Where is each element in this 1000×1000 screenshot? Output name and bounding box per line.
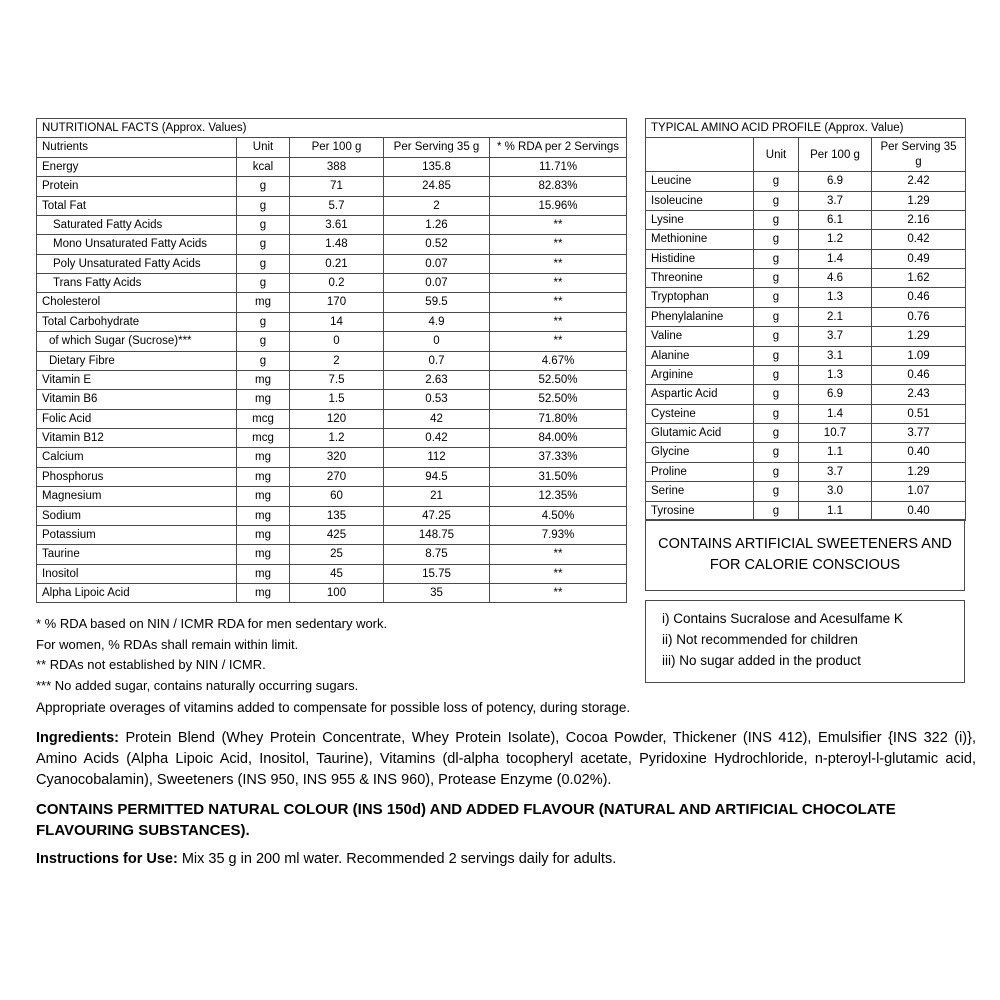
- nutrient-unit: mcg: [237, 429, 290, 448]
- nutrient-rda: 7.93%: [490, 525, 627, 544]
- amino-per-serving: 2.42: [872, 172, 966, 191]
- amino-unit: g: [754, 249, 799, 268]
- table-row: [646, 249, 966, 268]
- note-item-1: i) Contains Sucralose and Acesulfame K: [662, 611, 903, 626]
- amino-unit: g: [754, 424, 799, 443]
- table-row: [646, 482, 966, 501]
- amino-unit: g: [754, 191, 799, 210]
- nutrient-per-serving: 135.8: [384, 157, 490, 176]
- amino-per-serving: 0.40: [872, 443, 966, 462]
- nutrient-name: Inositol: [37, 564, 237, 583]
- nutrition-title: NUTRITIONAL FACTS (Approx. Values): [37, 119, 627, 138]
- amino-name: Glycine: [646, 443, 754, 462]
- nutrient-name: Total Carbohydrate: [37, 312, 237, 331]
- amino-unit: g: [754, 501, 799, 520]
- instructions-label: Instructions for Use:: [36, 850, 178, 867]
- nutrient-per-100g: 25: [290, 545, 384, 564]
- table-row: [37, 293, 627, 312]
- nutrient-per-100g: 388: [290, 157, 384, 176]
- nutrient-per-100g: 45: [290, 564, 384, 583]
- table-row: [37, 487, 627, 506]
- nutrient-per-serving: 24.85: [384, 177, 490, 196]
- nutrient-rda: 82.83%: [490, 177, 627, 196]
- amino-unit: g: [754, 443, 799, 462]
- amino-per-serving: 0.40: [872, 501, 966, 520]
- nutrient-per-100g: 0: [290, 332, 384, 351]
- nutrient-unit: g: [237, 215, 290, 234]
- note-item-2: ii) Not recommended for children: [662, 631, 858, 647]
- nutrient-unit: g: [237, 274, 290, 293]
- table-row: [37, 196, 627, 215]
- nutrient-per-100g: 60: [290, 487, 384, 506]
- amino-name: Lysine: [646, 210, 754, 229]
- nutrient-unit: mg: [237, 370, 290, 389]
- nutrient-unit: mg: [237, 506, 290, 525]
- table-row: [37, 370, 627, 389]
- nutrient-unit: g: [237, 332, 290, 351]
- amino-per-serving: 0.46: [872, 288, 966, 307]
- nutrient-per-100g: 71: [290, 177, 384, 196]
- amino-unit: g: [754, 482, 799, 501]
- amino-per-serving: 1.62: [872, 269, 966, 288]
- amino-per-100g: 1.1: [799, 501, 872, 520]
- amino-per-100g: 1.2: [799, 230, 872, 249]
- nutrient-per-100g: 2: [290, 351, 384, 370]
- nutrient-unit: g: [237, 235, 290, 254]
- nutrient-rda: 4.67%: [490, 351, 627, 370]
- amino-per-serving: 2.43: [872, 385, 966, 404]
- nutrient-rda: 37.33%: [490, 448, 627, 467]
- nutrition-col-header: Per Serving 35 g: [384, 138, 490, 157]
- nutrient-per-serving: 35: [384, 584, 490, 603]
- nutrient-per-100g: 5.7: [290, 196, 384, 215]
- nutrient-per-100g: 1.48: [290, 235, 384, 254]
- footnotes: [36, 614, 636, 696]
- note-item-3: iii) No sugar added in the product: [662, 652, 861, 668]
- nutrition-col-header: Unit: [237, 138, 290, 157]
- nutrient-rda: 71.80%: [490, 409, 627, 428]
- table-row: [646, 443, 966, 462]
- amino-col-header: Per Serving 35 g: [872, 138, 966, 172]
- table-row: [37, 312, 627, 331]
- amino-per-serving: 1.29: [872, 327, 966, 346]
- sweetener-line-2: FOR CALORIE CONSCIOUS: [709, 557, 901, 573]
- nutrient-name: Alpha Lipoic Acid: [37, 584, 237, 603]
- table-row: [37, 545, 627, 564]
- amino-unit: g: [754, 210, 799, 229]
- table-row: [646, 191, 966, 210]
- nutrient-per-serving: 21: [384, 487, 490, 506]
- table-row: [37, 429, 627, 448]
- amino-per-serving: 0.49: [872, 249, 966, 268]
- amino-per-serving: 1.29: [872, 191, 966, 210]
- nutrient-rda: **: [490, 274, 627, 293]
- table-row: [37, 564, 627, 583]
- amino-name: Aspartic Acid: [646, 385, 754, 404]
- footnote-rda: * % RDA based on NIN / ICMR RDA for men sedentary work.: [36, 616, 388, 631]
- nutrient-per-serving: 15.75: [384, 564, 490, 583]
- nutrient-per-100g: 425: [290, 525, 384, 544]
- amino-name: Tyrosine: [646, 501, 754, 520]
- nutrient-unit: mg: [237, 564, 290, 583]
- nutrition-header-row: [37, 138, 627, 157]
- amino-name: Leucine: [646, 172, 754, 191]
- amino-per-serving: 1.29: [872, 462, 966, 481]
- amino-per-100g: 6.1: [799, 210, 872, 229]
- nutrient-unit: mg: [237, 448, 290, 467]
- amino-title: TYPICAL AMINO ACID PROFILE (Approx. Value): [646, 119, 966, 138]
- amino-per-100g: 6.9: [799, 172, 872, 191]
- amino-per-serving: 1.09: [872, 346, 966, 365]
- footnote-women: For women, % RDAs shall remain within limit.: [36, 636, 299, 652]
- nutrient-unit: mg: [237, 584, 290, 603]
- amino-name: Glutamic Acid: [646, 424, 754, 443]
- amino-name: Phenylalanine: [646, 307, 754, 326]
- amino-header-row: [646, 138, 966, 172]
- nutrient-unit: g: [237, 254, 290, 273]
- amino-per-100g: 10.7: [799, 424, 872, 443]
- nutrient-per-serving: 4.9: [384, 312, 490, 331]
- amino-per-serving: 0.51: [872, 404, 966, 423]
- amino-name: Serine: [646, 482, 754, 501]
- table-row: [37, 506, 627, 525]
- nutrient-rda: **: [490, 584, 627, 603]
- nutrient-per-100g: 320: [290, 448, 384, 467]
- amino-per-100g: 2.1: [799, 307, 872, 326]
- table-row: [37, 525, 627, 544]
- amino-per-100g: 3.1: [799, 346, 872, 365]
- table-row: [37, 157, 627, 176]
- amino-col-header: [646, 138, 754, 172]
- nutrient-name: Magnesium: [37, 487, 237, 506]
- nutrient-per-100g: 270: [290, 467, 384, 486]
- nutrient-rda: **: [490, 312, 627, 331]
- nutrient-per-serving: 2: [384, 196, 490, 215]
- table-row: [646, 404, 966, 423]
- nutrient-per-serving: 112: [384, 448, 490, 467]
- nutrient-name: Sodium: [37, 506, 237, 525]
- colour-flavour-notice: CONTAINS PERMITTED NATURAL COLOUR (INS 150d) AND ADDED FLAVOUR (NATURAL AND ARTIFICIAL CHOCOLATE FLAVOURING SUBSTANCES).: [36, 800, 896, 839]
- table-row: [646, 269, 966, 288]
- amino-acid-table: [645, 118, 965, 521]
- amino-per-100g: 1.1: [799, 443, 872, 462]
- nutrition-col-header: * % RDA per 2 Servings: [490, 138, 627, 157]
- amino-per-serving: 2.16: [872, 210, 966, 229]
- nutrient-name: Folic Acid: [37, 409, 237, 428]
- table-row: [646, 365, 966, 384]
- nutrition-title-row: [37, 119, 627, 138]
- nutrient-per-serving: 0.7: [384, 351, 490, 370]
- sweetener-line-1: CONTAINS ARTIFICIAL SWEETENERS AND: [658, 535, 952, 552]
- amino-unit: g: [754, 288, 799, 307]
- nutrient-unit: mg: [237, 487, 290, 506]
- amino-per-serving: 3.77: [872, 424, 966, 443]
- nutrient-unit: g: [237, 351, 290, 370]
- table-row: [37, 467, 627, 486]
- nutrient-name: Total Fat: [37, 196, 237, 215]
- nutrient-rda: 52.50%: [490, 390, 627, 409]
- amino-per-100g: 3.7: [799, 191, 872, 210]
- nutrient-per-100g: 0.21: [290, 254, 384, 273]
- nutrient-rda: 11.71%: [490, 157, 627, 176]
- nutrient-name: Energy: [37, 157, 237, 176]
- nutrient-rda: 15.96%: [490, 196, 627, 215]
- nutrient-rda: **: [490, 293, 627, 312]
- nutrient-rda: **: [490, 332, 627, 351]
- amino-per-100g: 6.9: [799, 385, 872, 404]
- nutrient-per-100g: 0.2: [290, 274, 384, 293]
- additional-notes-box: [645, 600, 965, 683]
- table-row: [37, 215, 627, 234]
- amino-name: Threonine: [646, 269, 754, 288]
- table-row: [646, 501, 966, 520]
- amino-per-serving: 1.07: [872, 482, 966, 501]
- nutrient-name: Taurine: [37, 545, 237, 564]
- footnote-not-established: ** RDAs not established by NIN / ICMR.: [36, 657, 266, 673]
- nutrient-unit: mg: [237, 525, 290, 544]
- nutrient-name: Potassium: [37, 525, 237, 544]
- amino-name: Valine: [646, 327, 754, 346]
- nutrient-name: Protein: [37, 177, 237, 196]
- instructions-paragraph: [36, 849, 976, 869]
- table-row: [646, 307, 966, 326]
- nutrient-per-serving: 0.07: [384, 254, 490, 273]
- nutrient-per-serving: 94.5: [384, 467, 490, 486]
- amino-name: Alanine: [646, 346, 754, 365]
- table-row: [646, 385, 966, 404]
- nutritional-facts-table: [36, 118, 626, 603]
- nutrient-per-serving: 0.42: [384, 429, 490, 448]
- amino-name: Histidine: [646, 249, 754, 268]
- overage-note: Appropriate overages of vitamins added to compensate for possible loss of potency, during storage.: [36, 700, 631, 715]
- nutrient-rda: **: [490, 215, 627, 234]
- nutrient-per-100g: 100: [290, 584, 384, 603]
- table-row: [37, 274, 627, 293]
- nutrient-per-serving: 59.5: [384, 293, 490, 312]
- nutrient-name: of which Sugar (Sucrose)***: [37, 332, 237, 351]
- amino-col-header: Per 100 g: [799, 138, 872, 172]
- amino-per-100g: 1.4: [799, 404, 872, 423]
- table-row: [37, 409, 627, 428]
- nutrient-unit: mg: [237, 545, 290, 564]
- amino-name: Arginine: [646, 365, 754, 384]
- footnote-sugar: *** No added sugar, contains naturally occurring sugars.: [36, 677, 359, 693]
- amino-col-header: Unit: [754, 138, 799, 172]
- amino-name: Isoleucine: [646, 191, 754, 210]
- table-row: [646, 172, 966, 191]
- amino-unit: g: [754, 230, 799, 249]
- amino-unit: g: [754, 462, 799, 481]
- table-row: [646, 462, 966, 481]
- table-row: [37, 448, 627, 467]
- table-row: [37, 177, 627, 196]
- nutrient-name: Calcium: [37, 448, 237, 467]
- body-text-block: [36, 698, 976, 869]
- amino-title-row: [646, 119, 966, 138]
- nutrient-rda: **: [490, 545, 627, 564]
- nutrient-name: Vitamin B6: [37, 390, 237, 409]
- amino-per-100g: 1.3: [799, 365, 872, 384]
- sweetener-notice-box: [645, 519, 965, 591]
- table-row: [646, 424, 966, 443]
- nutrient-per-serving: 47.25: [384, 506, 490, 525]
- nutrient-per-100g: 7.5: [290, 370, 384, 389]
- amino-per-serving: 0.42: [872, 230, 966, 249]
- nutrient-rda: 31.50%: [490, 467, 627, 486]
- amino-per-serving: 0.46: [872, 365, 966, 384]
- ingredients-paragraph: [36, 728, 976, 791]
- nutrient-per-serving: 42: [384, 409, 490, 428]
- nutrient-rda: **: [490, 254, 627, 273]
- amino-unit: g: [754, 269, 799, 288]
- amino-unit: g: [754, 385, 799, 404]
- amino-per-100g: 3.0: [799, 482, 872, 501]
- amino-name: Methionine: [646, 230, 754, 249]
- nutrient-unit: kcal: [237, 157, 290, 176]
- table-row: [37, 390, 627, 409]
- amino-name: Tryptophan: [646, 288, 754, 307]
- table-row: [646, 327, 966, 346]
- nutrient-name: Dietary Fibre: [37, 351, 237, 370]
- nutrient-rda: **: [490, 235, 627, 254]
- nutrient-per-100g: 3.61: [290, 215, 384, 234]
- amino-unit: g: [754, 307, 799, 326]
- amino-unit: g: [754, 346, 799, 365]
- nutrient-rda: 52.50%: [490, 370, 627, 389]
- nutrient-per-serving: 0.52: [384, 235, 490, 254]
- nutrient-per-100g: 14: [290, 312, 384, 331]
- table-row: [37, 332, 627, 351]
- nutrient-rda: 84.00%: [490, 429, 627, 448]
- table-row: [646, 230, 966, 249]
- amino-unit: g: [754, 327, 799, 346]
- nutrient-per-serving: 1.26: [384, 215, 490, 234]
- nutrition-col-header: Nutrients: [37, 138, 237, 157]
- nutrient-unit: mg: [237, 293, 290, 312]
- instructions-text: Mix 35 g in 200 ml water. Recommended 2 servings daily for adults.: [177, 850, 617, 867]
- nutrient-unit: mg: [237, 390, 290, 409]
- ingredients-label: Ingredients:: [36, 729, 119, 746]
- amino-per-100g: 4.6: [799, 269, 872, 288]
- nutrient-unit: g: [237, 177, 290, 196]
- table-row: [37, 235, 627, 254]
- amino-per-100g: 1.4: [799, 249, 872, 268]
- nutrient-rda: 12.35%: [490, 487, 627, 506]
- nutrient-rda: 4.50%: [490, 506, 627, 525]
- table-row: [37, 254, 627, 273]
- nutrient-name: Vitamin E: [37, 370, 237, 389]
- nutrient-name: Vitamin B12: [37, 429, 237, 448]
- amino-per-100g: 1.3: [799, 288, 872, 307]
- nutrient-rda: **: [490, 564, 627, 583]
- nutrient-per-serving: 0.07: [384, 274, 490, 293]
- nutrient-unit: g: [237, 196, 290, 215]
- nutrient-per-serving: 8.75: [384, 545, 490, 564]
- nutrient-name: Phosphorus: [37, 467, 237, 486]
- amino-per-serving: 0.76: [872, 307, 966, 326]
- nutrient-name: Mono Unsaturated Fatty Acids: [37, 235, 237, 254]
- nutrient-unit: g: [237, 312, 290, 331]
- nutrient-per-serving: 148.75: [384, 525, 490, 544]
- amino-name: Proline: [646, 462, 754, 481]
- table-row: [646, 346, 966, 365]
- table-row: [37, 351, 627, 370]
- amino-per-100g: 3.7: [799, 462, 872, 481]
- amino-unit: g: [754, 404, 799, 423]
- nutrient-name: Cholesterol: [37, 293, 237, 312]
- nutrient-per-100g: 170: [290, 293, 384, 312]
- nutrient-per-serving: 0.53: [384, 390, 490, 409]
- table-row: [646, 210, 966, 229]
- nutrient-per-100g: 1.2: [290, 429, 384, 448]
- nutrient-name: Saturated Fatty Acids: [37, 215, 237, 234]
- amino-per-100g: 3.7: [799, 327, 872, 346]
- nutrient-per-serving: 2.63: [384, 370, 490, 389]
- nutrient-unit: mcg: [237, 409, 290, 428]
- nutrient-name: Trans Fatty Acids: [37, 274, 237, 293]
- amino-name: Cysteine: [646, 404, 754, 423]
- nutrition-col-header: Per 100 g: [290, 138, 384, 157]
- nutrient-name: Poly Unsaturated Fatty Acids: [37, 254, 237, 273]
- nutrient-unit: mg: [237, 467, 290, 486]
- nutrient-per-100g: 120: [290, 409, 384, 428]
- ingredients-text: Protein Blend (Whey Protein Concentrate, Whey Protein Isolate), Cocoa Powder, Thickener (INS 412), Emulsifier {INS 322 (i)}, Amino Acids (Alpha Lipoic Acid, Inositol, Taurine), Vitamins (dl-alpha tocopheryl acetate, Pyridoxine Hydrochloride, n-pteroyl-l-glutamic acid, Cyanocobalamin), Sweeteners (INS 950, INS 955 & INS 960), Protease Enzyme (0.02%).: [36, 729, 976, 788]
- nutrient-per-100g: 135: [290, 506, 384, 525]
- amino-unit: g: [754, 172, 799, 191]
- table-row: [37, 584, 627, 603]
- nutrient-per-serving: 0: [384, 332, 490, 351]
- nutrient-per-100g: 1.5: [290, 390, 384, 409]
- amino-unit: g: [754, 365, 799, 384]
- table-row: [646, 288, 966, 307]
